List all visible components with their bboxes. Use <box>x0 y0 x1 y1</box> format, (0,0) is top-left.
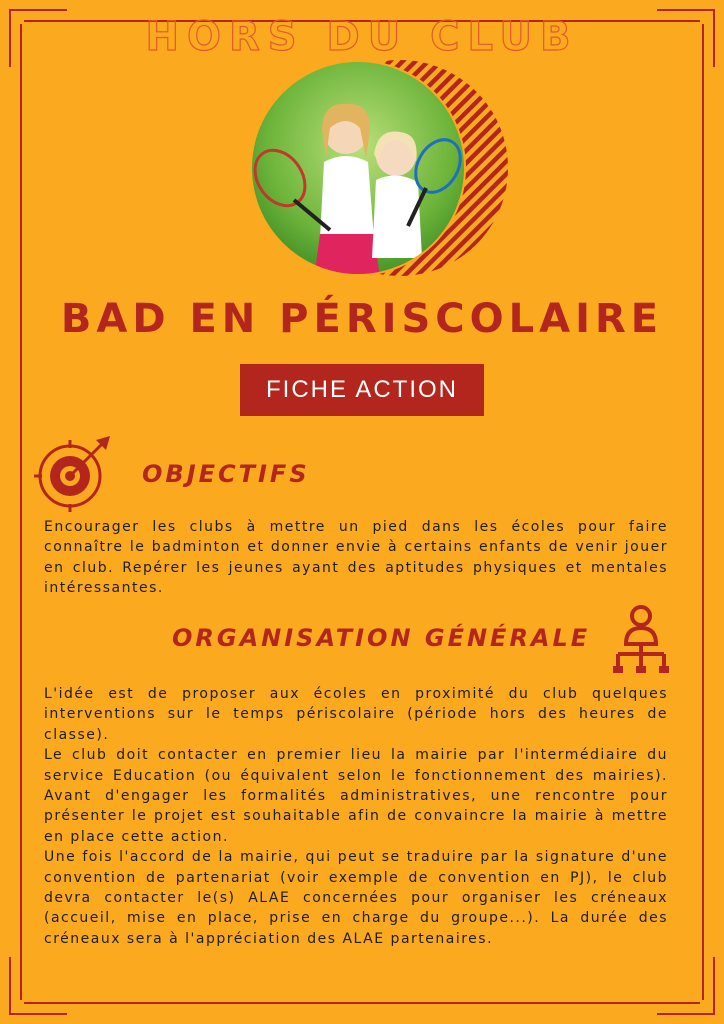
frame-border <box>24 1002 700 1004</box>
organisation-text <box>44 684 668 949</box>
target-arrow-icon <box>34 432 114 512</box>
page-title: BAD EN PÉRISCOLAIRE <box>60 296 664 342</box>
organisation-heading: ORGANISATION GÉNÉRALE <box>172 624 591 652</box>
frame-corner <box>657 9 715 11</box>
frame-corner <box>9 1013 67 1015</box>
club-title: HORS DU CLUB <box>145 14 579 60</box>
organisation-paragraph: L'idée est de proposer aux écoles en proximité du club quelques interventions sur le temps périscolaire (période hors des heures de classe). <box>44 686 668 743</box>
frame-corner <box>713 957 715 1015</box>
fiche-action-badge: FICHE ACTION <box>240 364 484 416</box>
objectifs-heading: OBJECTIFS <box>142 460 310 488</box>
objectifs-text: Encourager les clubs à mettre un pied dans les écoles pour faire connaître le badminton et donner envie à certains enfants de venir jouer en club. Repérer les jeunes ayant des aptitudes physiques et mentales intéressantes. <box>44 519 668 597</box>
frame-corner <box>9 9 67 11</box>
frame-corner <box>657 1013 715 1015</box>
frame-border <box>702 24 704 1000</box>
frame-border <box>20 24 22 1000</box>
organisation-paragraph: Le club doit contacter en premier lieu la mairie par l'intermédiaire du service Education (ou équivalent selon le fonctionnement des mairies). Avant d'engager les formalités administratives, une rencontre pour présenter le projet est souhaitable afin de convaincre la mairie à mettre en place cette action. <box>44 747 668 845</box>
hero-photo <box>250 58 512 280</box>
frame-corner <box>9 957 11 1015</box>
organisation-paragraph: Une fois l'accord de la mairie, qui peut se traduire par la signature d'une convention de partenariat (voir exemple de convention en PJ), le club devra contacter le(s) ALAE concernées pour organiser les créneaux (accueil, mise en place, prise en charge du groupe...). La durée des créneaux sera à l'appréciation des ALAE partenaires. <box>44 849 668 947</box>
organization-hierarchy-icon <box>610 604 672 674</box>
